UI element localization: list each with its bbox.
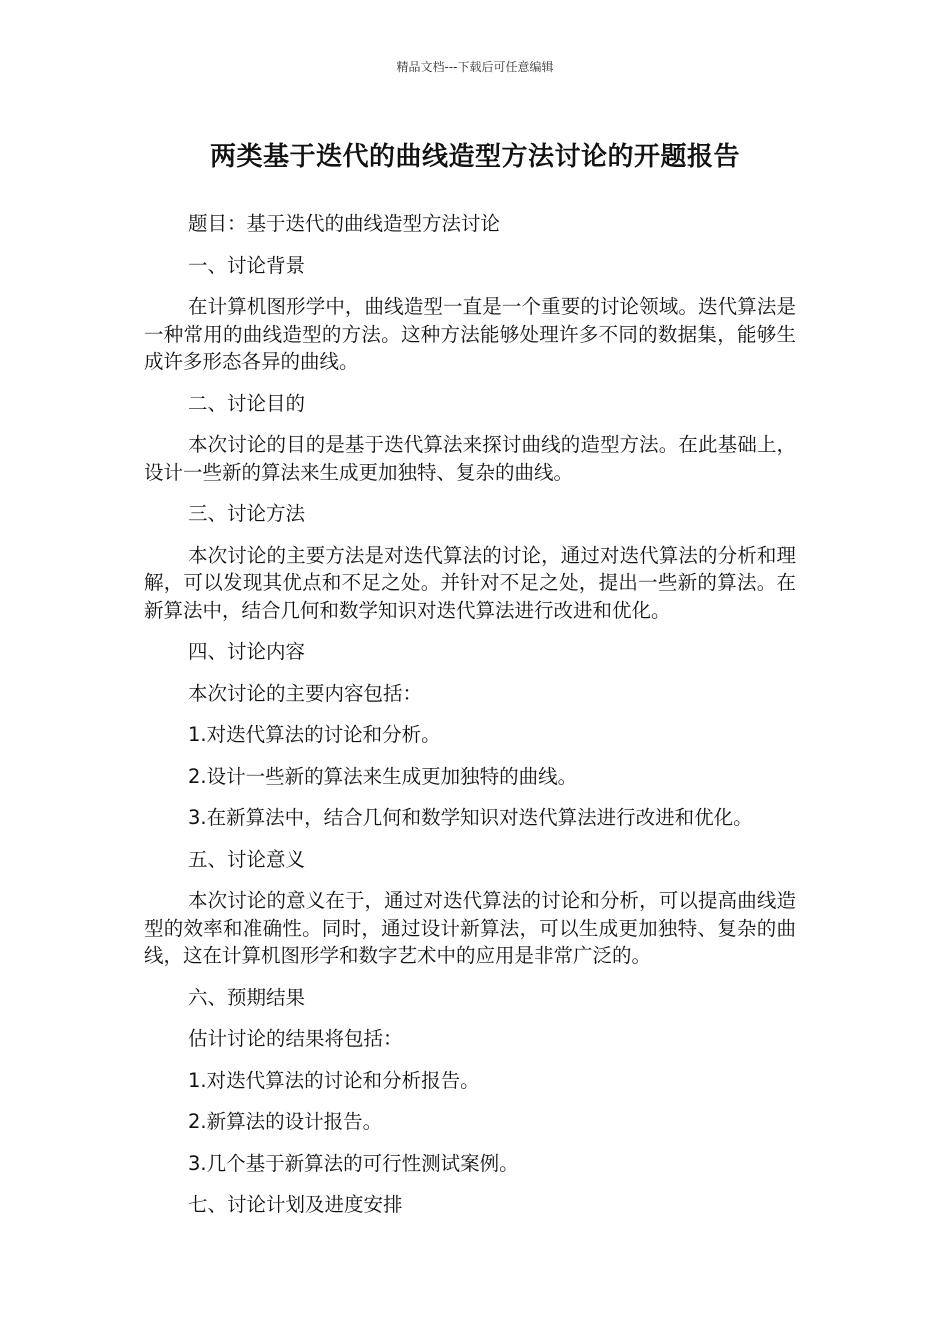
document-title: 两类基于迭代的曲线造型方法讨论的开题报告 <box>209 142 740 172</box>
header-note: 精品文档---下载后可任意编辑 <box>396 60 554 74</box>
section-intro-results: 估计讨论的结果将包括： <box>188 1027 403 1050</box>
list-item: 3.在新算法中，结合几何和数学知识对迭代算法进行改进和优化。 <box>188 806 753 829</box>
section-heading-method: 三、讨论方法 <box>188 502 306 525</box>
section-heading-purpose: 二、讨论目的 <box>188 391 306 415</box>
section-heading-results: 六、预期结果 <box>188 985 306 1009</box>
list-item: 1.对迭代算法的讨论和分析。 <box>188 723 441 746</box>
section-paragraph-method: 本次讨论的主要方法是对迭代算法的讨论，通过对迭代算法的分析和理解，可以发现其优点和不足之处。并针对不足之处，提出一些新的算法。在新算法中，结合几何和数学知识对迭代算法进行改进和优化。 <box>144 543 796 622</box>
subject-line: 题目：基于迭代的曲线造型方法讨论 <box>188 212 501 235</box>
section-heading-plan: 七、讨论计划及进度安排 <box>188 1193 403 1216</box>
section-heading-background: 一、讨论背景 <box>188 253 306 277</box>
document-body <box>144 210 796 1233</box>
section-intro-content: 本次讨论的主要内容包括： <box>188 681 423 705</box>
list-item: 1.对迭代算法的讨论和分析报告。 <box>188 1068 480 1092</box>
section-paragraph-background: 在计算机图形学中，曲线造型一直是一个重要的讨论领域。迭代算法是一种常用的曲线造型的方法。这种方法能够处理许多不同的数据集，能够生成许多形态各异的曲线。 <box>144 295 796 373</box>
list-item: 2.设计一些新的算法来生成更加独特的曲线。 <box>188 764 578 788</box>
section-paragraph-purpose: 本次讨论的目的是基于迭代算法来探讨曲线的造型方法。在此基础上，设计一些新的算法来生成更加独特、复杂的曲线。 <box>144 433 796 484</box>
list-item: 2.新算法的设计报告。 <box>188 1110 383 1133</box>
list-item: 3.几个基于新算法的可行性测试案例。 <box>188 1151 519 1175</box>
section-heading-significance: 五、讨论意义 <box>188 847 306 871</box>
section-heading-content: 四、讨论内容 <box>188 640 306 663</box>
section-paragraph-significance: 本次讨论的意义在于，通过对迭代算法的讨论和分析，可以提高曲线造型的效率和准确性。同时，通过设计新算法，可以生成更加独特、复杂的曲线，这在计算机图形学和数字艺术中的应用是非常广泛的。 <box>144 889 796 967</box>
